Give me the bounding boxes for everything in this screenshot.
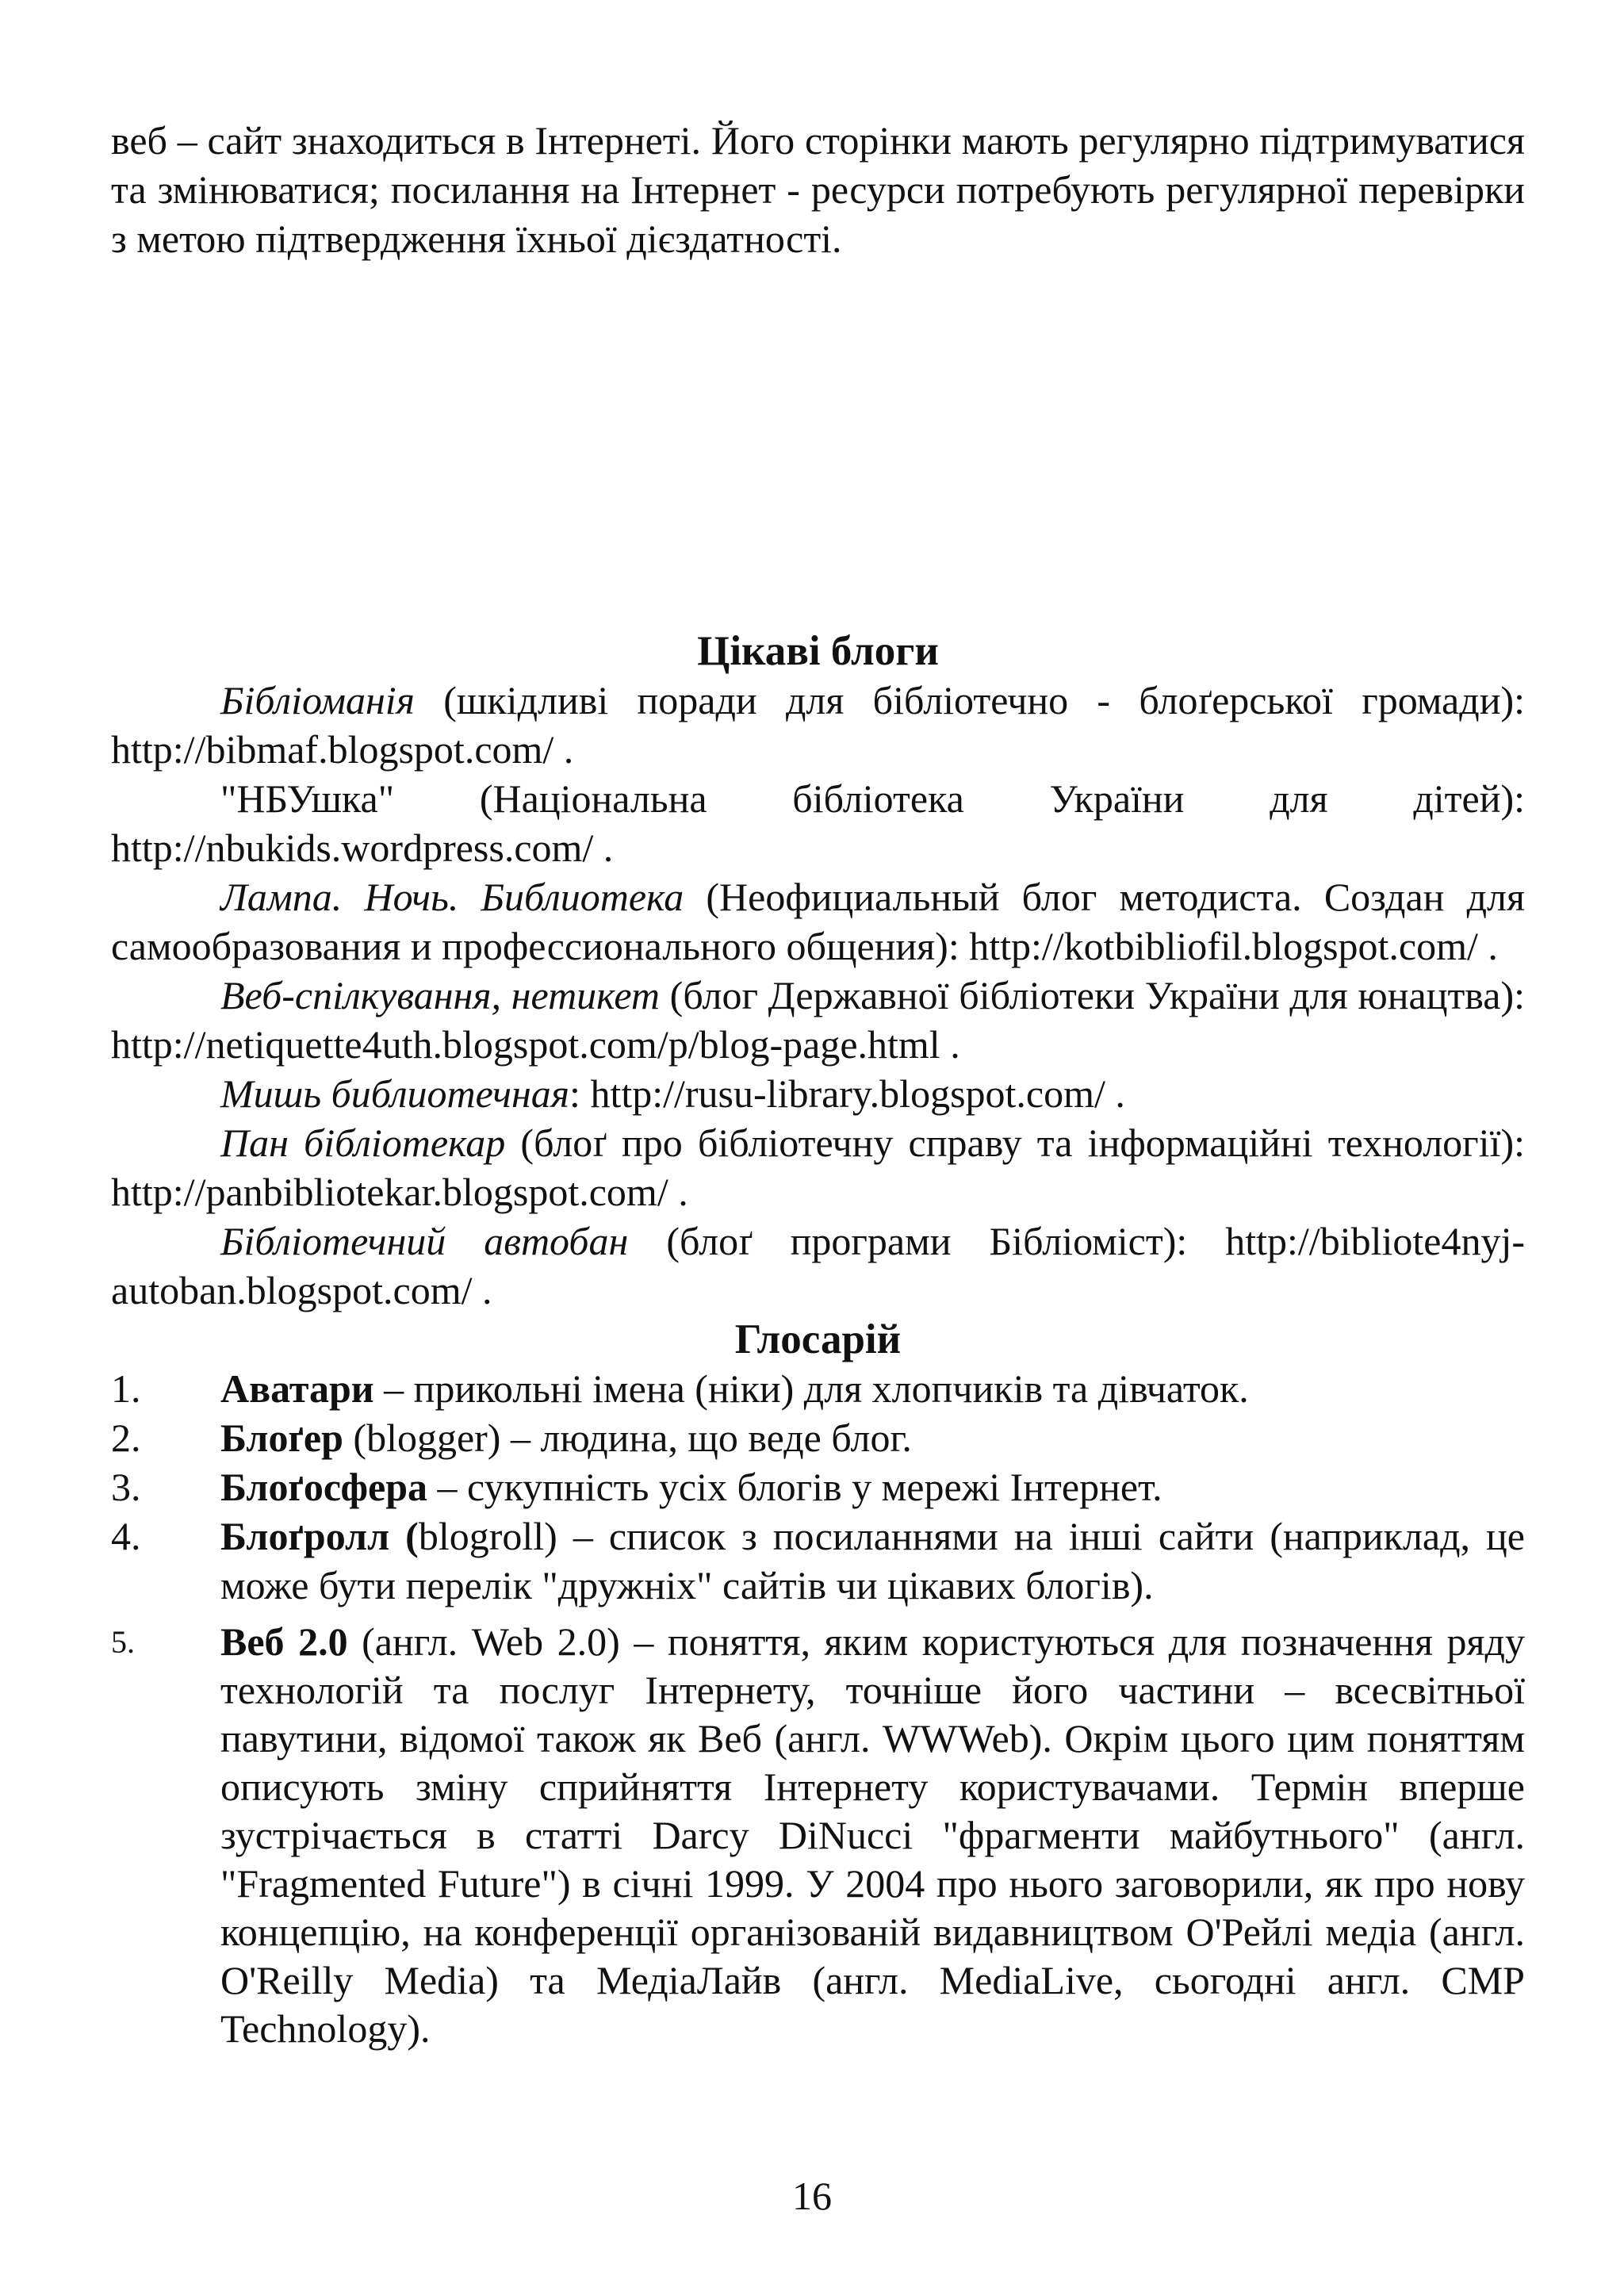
glossary-item [111,1462,1525,1511]
glossary-term: Аватари [220,1366,374,1411]
glossary-term: Веб 2.0 [220,1619,348,1664]
glossary-text: – сукупність усіх блогів у мережі Інтернет. [427,1465,1162,1509]
blog-title: Пан бібліотекар [220,1121,506,1165]
glossary-term: Блоґер [220,1416,343,1460]
blog-text: (блоґ програми Бібліоміст): http://bibliote4nyj-autoban.blogspot.com/ . [111,1219,1525,1312]
blog-entry [111,676,1525,774]
glossary-number: 5. [111,1624,135,1660]
glossary-text: (blogger) – людина, що веде блог. [343,1416,912,1460]
blog-title: Бібліотечний автобан [220,1219,629,1263]
glossary-text: (англ. Web 2.0) – поняття, яким користуються для позначення ряду технологій та послуг Інтернету, точніше його частини – всесвітньої павутини, відомої також як Веб (англ. WWWeb). Окрім цього цим поняттям описують зміну сприйняття Інтернету користувачами. Термін вперше зустрічається в статті Darcy DiNucci "фрагменти майбутнього" (англ. "Fragmented Future") в січні 1999. У 2004 про нього заговорили, як про нову концепцію, на конференції організованій видавництвом О'Рейлі медіа (англ. O'Reilly Media) та МедіаЛайв (англ. MediaLive, сьогодні англ. CMP Technology). [220,1619,1525,2051]
intro-paragraph: веб – сайт знаходиться в Інтернеті. Його сторінки мають регулярно підтримуватися та змінюватися; посилання на Інтернет - ресурси потребують регулярної перевірки з метою підтвердження їхньої дієздатності. [111,118,1525,261]
glossary-number: 3. [111,1465,141,1509]
blog-entry [111,1216,1525,1315]
blog-text: (блоґ про бібліотечну справу та інформаційні технології): http://panbibliotekar.blogspot.com/ . [111,1121,1525,1214]
blog-text: (шкідливі поради для бібліотечно - блоґерської громади): http://bibmaf.blogspot.com/ . [111,678,1525,772]
blog-text: (блог Державної бібліотеки України для юнацтва): http://netiquette4uth.blogspot.com/p/blog-page.html . [111,973,1525,1067]
blog-entry [111,774,1525,872]
blog-entry [111,872,1525,971]
glossary-text: – прикольні імена (ніки) для хлопчиків та дівчаток. [373,1366,1249,1411]
glossary-heading: Глосарій [734,1316,902,1362]
glossary-term: Блоґосфера [220,1465,428,1509]
glossary-text: blogroll) – список з посиланнями на інші сайти (наприклад, це може бути перелік "дружніх" сайтів чи цікавих блогів). [220,1514,1525,1607]
blog-entry [111,1069,1525,1118]
glossary-item [111,1364,1525,1413]
glossary-number: 1. [111,1366,141,1411]
blog-title: Веб-спілкування, нетикет [220,973,660,1017]
blog-entry [111,1118,1525,1216]
glossary-number: 4. [111,1514,141,1558]
glossary-item [111,1618,1525,2053]
blog-entry [111,971,1525,1069]
blog-title: Бібліоманія [220,678,415,722]
blog-title: Мишь библиотечная [220,1071,570,1116]
blog-title: Лампа. Ночь. Библиотека [220,875,684,919]
glossary-item [111,1413,1525,1462]
blog-text: (Неофициальный блог методиста. Создан для самообразования и профессионального общения): http://kotbibliofil.blogspot.com/ . [111,875,1525,968]
glossary-item [111,1511,1525,1610]
blogs-heading: Цікаві блоги [697,628,939,674]
glossary-number: 2. [111,1416,141,1460]
blog-text: "НБУшка" (Національна бібліотека України для дітей): http://nbukids.wordpress.com/ . [111,776,1525,870]
glossary-term: Блоґролл ( [220,1514,419,1558]
blogs-section [111,626,1525,2053]
intro-section [111,116,1525,263]
blog-text: : http://rusu-library.blogspot.com/ . [569,1071,1125,1116]
page-number: 16 [792,2174,832,2218]
